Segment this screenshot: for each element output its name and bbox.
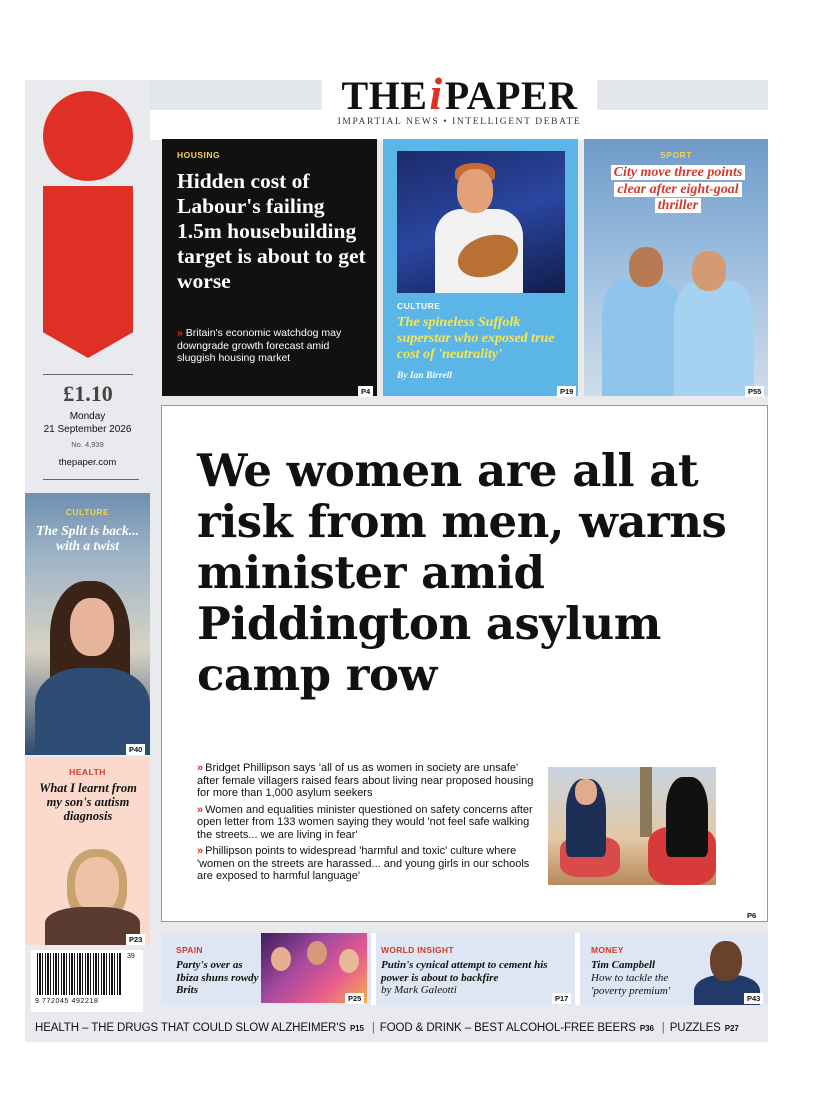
divider <box>43 479 139 480</box>
photo-big-ben <box>640 767 652 837</box>
strip-divider <box>371 933 376 1005</box>
photo-player-1 <box>602 279 682 396</box>
page-reference: P15 <box>349 1024 364 1033</box>
lead-bullet <box>197 762 542 800</box>
world-teaser-byline: by Mark Galeotti <box>381 984 457 996</box>
page-reference: P17 <box>552 993 571 1004</box>
housing-story[interactable] <box>162 139 377 396</box>
page-reference: P27 <box>724 1024 739 1033</box>
page-reference: P55 <box>745 386 764 397</box>
masthead-bar-right <box>598 80 768 110</box>
photo-minister-face <box>575 779 597 805</box>
lead-bullet-text: Bridget Phillipson says 'all of us as women in society are unsafe' after female villagers raised fears about living near proposed housing for more than 1,000 asylum seekers <box>197 762 534 799</box>
bullet-arrow-icon: » <box>197 762 204 774</box>
issue-day: Monday <box>69 411 106 422</box>
masthead-i-logo: i <box>429 68 443 119</box>
spain-teaser-headline[interactable]: Party's over as Ibiza shuns rowdy Brits <box>176 959 259 996</box>
footer-separator: | <box>371 1022 375 1034</box>
masthead-title-left: THE <box>341 73 428 118</box>
footer-teasers <box>35 1022 742 1034</box>
page-reference: P23 <box>126 934 145 945</box>
masthead-bar-left <box>150 80 320 110</box>
page-reference: P36 <box>639 1024 654 1033</box>
cover-price: £1.10 <box>43 374 133 407</box>
page-reference: P40 <box>126 744 145 755</box>
section-label: SPAIN <box>176 945 203 955</box>
photo-woman-body <box>35 668 150 755</box>
section-label: CULTURE <box>65 507 110 517</box>
bullet-arrow-icon: » <box>197 845 204 857</box>
section-label: MONEY <box>591 945 624 955</box>
story-headline <box>610 165 746 215</box>
photo-columnist-face <box>710 941 742 981</box>
photo-player-2 <box>674 281 754 396</box>
photo-presenter <box>666 777 708 857</box>
footer-item-puzzles[interactable]: PUZZLES <box>669 1022 721 1034</box>
photo-face <box>307 941 327 965</box>
bullet-arrow-icon: » <box>197 803 204 816</box>
website-link[interactable]: thepaper.com <box>58 457 117 468</box>
footer-separator: | <box>661 1022 665 1034</box>
photo-minister-interview <box>548 767 716 885</box>
page-reference: P4 <box>358 386 373 397</box>
culture-story[interactable] <box>383 139 578 396</box>
teaser-headline: What I learnt from my son's autism diagnosis <box>39 781 137 823</box>
money-columnist-name: Tim Campbell <box>591 959 656 971</box>
issue-number: No. 4,939 <box>71 440 104 449</box>
page-reference: P6 <box>744 910 759 921</box>
lead-bullets <box>197 762 542 887</box>
photo-woman-face <box>70 598 114 656</box>
barcode-number: 9 772045 492218 <box>35 998 99 1005</box>
section-label: SPORT <box>660 150 692 160</box>
footer-item-health[interactable]: HEALTH – THE DRUGS THAT COULD SLOW ALZHEIMER'S <box>35 1022 346 1034</box>
story-teaser <box>177 327 367 365</box>
section-label: HOUSING <box>177 150 221 160</box>
world-teaser-headline[interactable]: Putin's cynical attempt to cement his power is about to backfire <box>381 959 548 984</box>
issue-date <box>30 410 145 436</box>
story-headline: The spineless Suffolk superstar who exposed true cost of 'neutrality' <box>397 315 555 362</box>
photo-face <box>271 947 291 971</box>
story-teaser-text: Britain's economic watchdog may downgrade growth forecast amid sluggish housing market <box>177 327 342 364</box>
i-logo-stem <box>43 186 133 358</box>
bullet-arrow-icon: » <box>177 327 186 339</box>
side-culture-teaser[interactable] <box>25 493 150 755</box>
barcode <box>31 950 143 1012</box>
issue-full-date: 21 September 2026 <box>43 424 132 435</box>
photo-face <box>339 949 359 973</box>
lead-bullet <box>197 845 542 883</box>
lead-headline: We women are all at risk from men, warns minister amid Piddington asylum camp row <box>197 444 727 701</box>
story-byline: By Ian Birrell <box>397 371 452 381</box>
lead-bullet-text: Phillipson points to widespread 'harmful and toxic' culture where 'women on the streets are harassed... and young girls in our schools are exposed to harmful language' <box>197 845 530 882</box>
section-label: WORLD INSIGHT <box>381 945 454 955</box>
i-logo-dot <box>43 91 133 181</box>
side-health-teaser[interactable] <box>25 757 150 945</box>
barcode-bars <box>37 953 121 995</box>
section-label: HEALTH <box>69 767 106 777</box>
story-headline-text: City move three points clear after eight-goal thriller <box>611 165 746 213</box>
section-label: CULTURE <box>397 301 441 311</box>
photo-player-2-head <box>692 251 726 291</box>
money-teaser-headline[interactable]: How to tackle the 'poverty premium' <box>591 972 671 997</box>
story-headline: Hidden cost of Labour's failing 1.5m housebuilding target is about to get worse <box>177 169 366 293</box>
page-reference: P25 <box>345 993 364 1004</box>
masthead-title-right: PAPER <box>444 73 578 118</box>
lead-bullet <box>197 804 542 842</box>
lead-bullet-text: Women and equalities minister questioned on safety concerns after open letter from 133 women saying they would 'not feel safe walking the streets... we are living in fear' <box>197 803 533 841</box>
masthead-tagline: IMPARTIAL NEWS • INTELLIGENT DEBATE <box>337 117 582 127</box>
page-reference: P43 <box>744 993 763 1004</box>
sport-story[interactable] <box>584 139 768 396</box>
footer-item-food[interactable]: FOOD & DRINK – BEST ALCOHOL-FREE BEERS <box>379 1022 636 1034</box>
page-reference: P19 <box>557 386 576 397</box>
photo-singer-face <box>457 169 493 213</box>
masthead-title <box>322 70 597 118</box>
strip-divider <box>575 933 580 1005</box>
photo-author-face <box>75 857 119 913</box>
barcode-code: 39 <box>127 953 135 960</box>
photo-player-1-head <box>629 247 663 287</box>
teaser-headline: The Split is back... with a twist <box>36 523 139 553</box>
photo-singer <box>397 151 565 293</box>
